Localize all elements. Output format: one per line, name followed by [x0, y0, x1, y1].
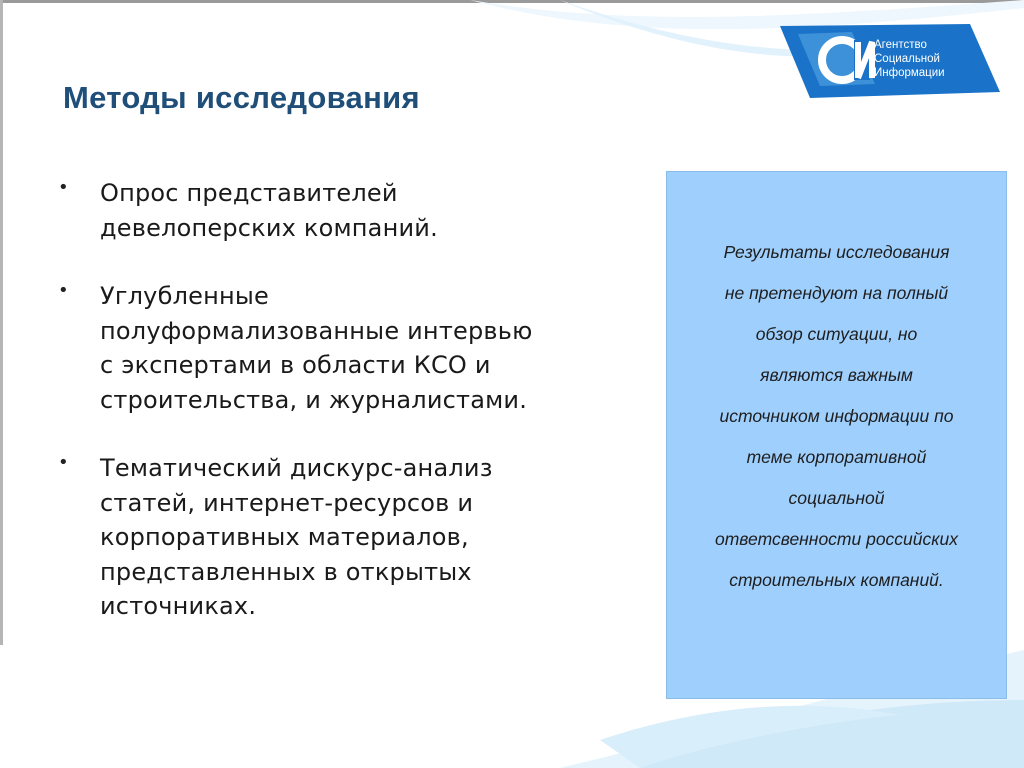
list-item — [58, 451, 618, 624]
bullet-icon: • — [58, 452, 69, 473]
page-title: Методы исследования — [63, 80, 420, 115]
bullet-text: Опрос представителей девелоперских компаний. — [100, 179, 438, 242]
logo-line-2: Социальной — [874, 53, 940, 65]
list-item — [58, 279, 618, 417]
logo-text — [874, 38, 984, 80]
note-text: Результаты исследования не претендуют на полный обзор ситуации, но являются важным источником информации по теме корпоративной социальной ответсвенности российских строительных компаний. — [714, 242, 959, 590]
bullet-text: Тематический дискурс-анализ статей, интернет-ресурсов и корпоративных материалов, представленных в открытых источниках. — [100, 454, 493, 620]
list-item — [58, 176, 618, 245]
bullet-icon: • — [58, 177, 69, 198]
methods-list — [58, 176, 618, 658]
logo-line-3: Информации — [874, 67, 945, 79]
bullet-text: Углубленные полуформализованные интервью с экспертами в области КСО и строительства, и журналистами. — [100, 282, 533, 414]
bullet-icon: • — [58, 280, 69, 301]
note-box — [666, 171, 1007, 699]
logo-line-1: Агентство — [874, 39, 927, 51]
